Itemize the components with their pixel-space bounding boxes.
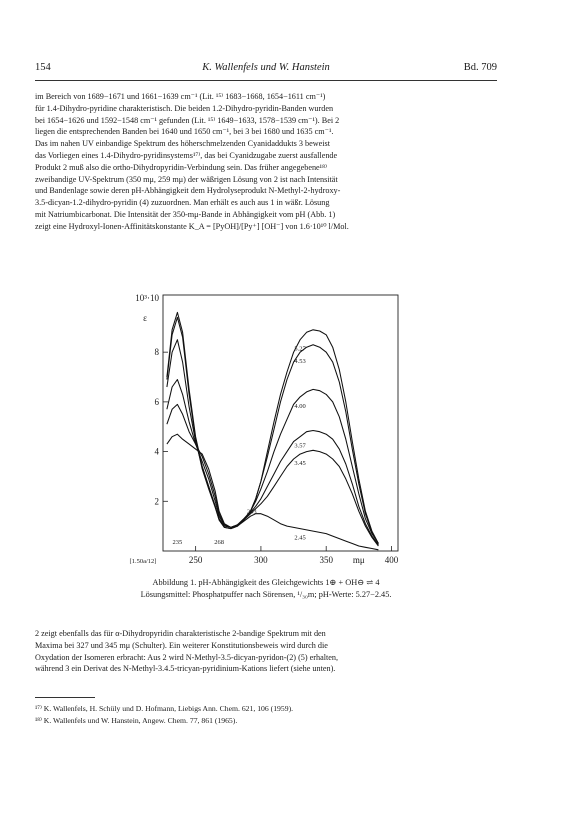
text-line: zweibandige UV-Spektrum (350 mμ, 259 mμ) der wäßrigen Lösung von 2 ist nach Intensität [35, 174, 338, 184]
page-number: 154 [35, 62, 51, 73]
series-line [167, 434, 379, 550]
y-scale-label: 10³·10 [135, 293, 159, 303]
series-label: 5.27 [294, 345, 306, 353]
caption-line-2: Lösungsmittel: Phosphatpuffer nach Sörensen, ¹/₃₀m; pH-Werte: 5.27−2.45. [140, 590, 392, 599]
paragraph-1 [35, 91, 497, 233]
header-rule [35, 80, 497, 81]
volume-label: Bd. 709 [463, 62, 497, 73]
series-label: 4.53 [294, 358, 306, 366]
y-tick-label: 2 [154, 496, 159, 507]
point-label: 268 [214, 539, 225, 547]
uv-spectrum-chart [118, 283, 408, 573]
text-line: zeigt eine Hydroxyl-Ionen-Affinitätskonstante K_A = [PyOH]/[Py⁺] [OH⁻] von 1.6·10¹⁰ l/Mol. [35, 221, 349, 231]
y-tick-label: 6 [154, 396, 159, 407]
x-tick-label: 300 [254, 555, 268, 565]
text-line: bei 1654−1626 und 1592−1548 cm⁻¹ gefunden (Lit. ¹⁵⁾ 1649−1633, 1578−1539 cm⁻¹). Bei 2 [35, 115, 340, 125]
text-line: liegen die entsprechenden Banden bei 1640 und 1650 cm⁻¹, bei 3 bei 1680 und 1635 cm⁻¹. [35, 127, 334, 137]
series-label: 3.45 [294, 460, 306, 468]
x-axis-label: mμ [352, 555, 365, 565]
series-label: 3.57 [294, 442, 306, 450]
page-header [35, 62, 497, 76]
text-line: für 1.4-Dihydro-pyridine charakteristisch. Die beiden 1.2-Dihydro-pyridin-Banden wurden [35, 103, 334, 113]
y-tick-label: 4 [154, 446, 159, 457]
running-title: K. Wallenfels und W. Hanstein [202, 62, 330, 73]
text-line: 2 zeigt ebenfalls das für α-Dihydropyridin charakteristische 2-bandige Spektrum mit den [35, 629, 326, 638]
point-label: 293 [246, 508, 257, 516]
text-line: mit Natriumbicarbonat. Die Intensität der 350-mμ-Bande in Abhängigkeit vom pH (Abb. 1) [35, 209, 336, 219]
text-line: Oxydation der Isomeren erbracht: Aus 2 wird N-Methyl-3.5-dicyan-pyridon-(2) (5) erhalten, [35, 652, 339, 662]
footnotes [35, 703, 497, 726]
text-line: und Bandenlage sowie deren pH-Abhängigkeit dem Hydrolyseprodukt N-Methyl-2-hydroxy- [35, 186, 341, 196]
x-tick-label: 250 [188, 555, 203, 565]
series-line [167, 340, 379, 547]
caption-line-1: Abbildung 1. pH-Abhängigkeit des Gleichgewichts 1⊕ + OH⊖ ⇌ 4 [152, 578, 380, 587]
series-line [167, 317, 379, 543]
scale-bar-label: [1.50a/12] [129, 558, 157, 565]
text-line: Maxima bei 327 und 345 mμ (Schulter). Ein weiterer Konstitutionsbeweis wird durch die [35, 640, 328, 650]
footnote-line: ¹⁸⁾ K. Wallenfels und W. Hanstein, Angew. Chem. 77, 861 (1965). [35, 715, 238, 725]
footnote-line: ¹⁷⁾ K. Wallenfels, H. Schüly und D. Hofmann, Liebigs Ann. Chem. 621, 106 (1959). [35, 704, 294, 713]
plot-frame [163, 295, 398, 551]
series-label: 2.45 [294, 534, 306, 542]
series-label: 4.00 [294, 402, 306, 410]
paragraph-2 [35, 628, 497, 675]
point-label: 235 [172, 539, 183, 547]
text-line: im Bereich von 1689−1671 und 1661−1639 cm⁻¹ (Lit. ¹⁵⁾ 1683−1668, 1654−1611 cm⁻¹) [35, 92, 326, 101]
x-tick-label: 350 [319, 555, 333, 565]
text-line: Das im nahen UV einbandige Spektrum des höherschmelzenden Cyanidaddukts 3 beweist [35, 139, 330, 149]
y-tick-label: 8 [154, 347, 159, 358]
footnote-rule [35, 697, 95, 698]
text-line: 3.5-dicyan-1.2-dihydro-pyridin (4) zuzuordnen. Man erhält es auch aus 1 in wäßr. Lösung [35, 198, 330, 208]
figure-1 [118, 283, 408, 573]
text-line: während 3 ein Derivat des N-Methyl-3.4.5-tricyan-pyridinium-Kations liefert (siehe unten). [35, 664, 336, 674]
text-line: das Vorliegen eines 1.4-Dihydro-pyridinsystems¹⁷⁾, das bei Cyanidzugabe zuerst ausfallende [35, 150, 338, 160]
y-axis-label: ε [143, 313, 147, 323]
x-tick-label: 400 [384, 555, 399, 565]
text-line: Produkt 2 muß also die ortho-Dihydropyridin-Verbindung sein. Das früher angegebene¹⁸⁾ [35, 162, 327, 172]
series-line [167, 312, 379, 543]
figure-caption [35, 577, 497, 601]
